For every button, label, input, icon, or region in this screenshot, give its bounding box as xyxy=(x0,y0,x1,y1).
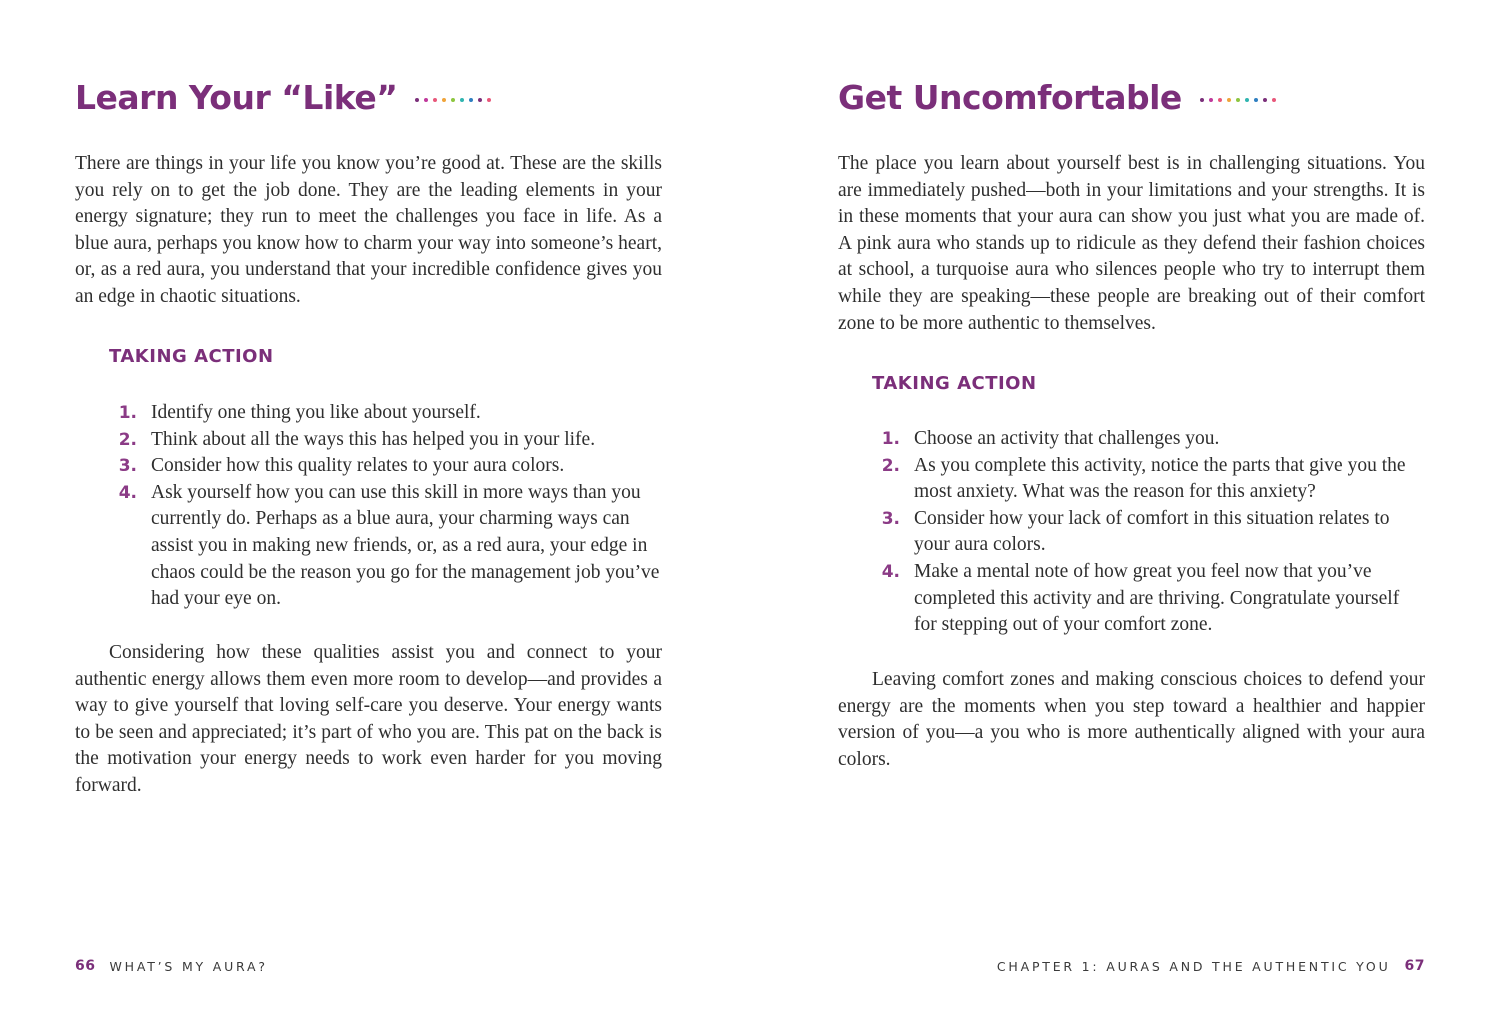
left-title-row xyxy=(75,78,491,117)
right-steps-list xyxy=(838,426,1425,639)
decorative-dot xyxy=(460,98,464,102)
step-text: Make a mental note of how great you feel now that you’ve completed this activity and are thriving. Congratulate yourself for stepping out of your comfort zone. xyxy=(914,560,1400,636)
right-intro-paragraph: The place you learn about yourself best is in challenging situations. You are immediately pushed—both in your limitations and your strengths. It is in these moments that your aura can show you just what you are made of. A pink aura who stands up to ridicule as they defend their fashion choices at school, a turquoise aura who silences people who try to interrupt them while they are speaking—these people are breaking out of their comfort zone to be more authentic to themselves. xyxy=(838,153,1425,334)
running-title: CHAPTER 1: AURAS AND THE AUTHENTIC YOU xyxy=(996,958,1391,974)
decorative-dot xyxy=(1272,98,1276,102)
step-number: 3. xyxy=(881,508,900,529)
step-number: 1. xyxy=(118,403,137,423)
step-number: 2. xyxy=(118,429,137,450)
left-closing-paragraph: Considering how these qualities assist you and connect to your authentic energy allows them even more room to develop—and provides a way to give yourself that loving self-care you deserve. Your energy wants to be seen and appreciated; it’s part of who you are. This pat on the back is the motivation your energy needs to work even harder for you moving forward. xyxy=(75,642,662,796)
list-item xyxy=(75,400,662,427)
decorative-dot xyxy=(442,98,446,102)
decorative-dot xyxy=(433,98,437,102)
right-page-title: Get Uncomfortable xyxy=(838,78,1182,117)
right-title-dots xyxy=(1200,98,1276,102)
list-item xyxy=(75,427,662,454)
decorative-dot xyxy=(424,98,428,102)
list-item xyxy=(838,559,1425,639)
page-number: 67 xyxy=(1404,958,1425,974)
decorative-dot xyxy=(1245,98,1249,102)
page-number: 66 xyxy=(75,958,96,974)
decorative-dot xyxy=(1227,98,1231,102)
decorative-dot xyxy=(1263,98,1267,102)
left-steps-list xyxy=(75,400,662,613)
step-text: Think about all the ways this has helped you in your life. xyxy=(151,428,596,450)
list-item xyxy=(838,506,1425,559)
step-text: Choose an activity that challenges you. xyxy=(914,428,1220,449)
step-text: Ask yourself how you can use this skill in more ways than you currently do. Perhaps as a blue aura, your charming ways can assist you in making new friends, or, as a red aura, your edge in chaos could be the reason you go for the management job you’ve had your eye on. xyxy=(151,481,660,610)
decorative-dot xyxy=(1218,98,1222,102)
right-footer xyxy=(997,958,1425,974)
list-item xyxy=(838,453,1425,506)
left-footer xyxy=(75,958,268,974)
step-number: 2. xyxy=(881,455,900,476)
decorative-dot xyxy=(469,98,473,102)
decorative-dot xyxy=(478,98,482,102)
left-intro-paragraph: There are things in your life you know you’re good at. These are the skills you rely on to get the job done. They are the leading elements in your energy signature; they run to meet the challenges you face in life. As a blue aura, perhaps you know how to charm your way into someone’s heart, or, as a red aura, you understand that your incredible confidence gives you an edge in chaotic situations. xyxy=(75,153,662,307)
right-closing-paragraph: Leaving comfort zones and making conscious choices to defend your energy are the moments when you step toward a healthier and happier version of you—a you who is more authentically aligned with your aura colors. xyxy=(838,669,1425,770)
step-text: Consider how your lack of comfort in this situation relates to your aura colors. xyxy=(914,507,1390,556)
step-text: As you complete this activity, notice the parts that give you the most anxiety. What was the reason for this anxiety? xyxy=(914,454,1406,503)
right-section-heading: TAKING ACTION xyxy=(872,373,1037,394)
step-number: 4. xyxy=(118,482,137,503)
left-section-heading: TAKING ACTION xyxy=(109,346,274,367)
decorative-dot xyxy=(415,98,419,102)
step-number: 3. xyxy=(118,456,137,477)
list-item xyxy=(75,453,662,480)
step-number: 1. xyxy=(881,429,900,449)
step-number: 4. xyxy=(881,561,900,582)
step-text: Consider how this quality relates to your aura colors. xyxy=(151,455,565,477)
running-title: WHAT’S MY AURA? xyxy=(109,958,268,974)
decorative-dot xyxy=(1236,98,1240,102)
decorative-dot xyxy=(487,98,491,102)
list-item xyxy=(75,480,662,613)
decorative-dot xyxy=(1200,98,1204,102)
decorative-dot xyxy=(1254,98,1258,102)
step-text: Identify one thing you like about yourself. xyxy=(151,402,481,423)
decorative-dot xyxy=(451,98,455,102)
left-title-dots xyxy=(415,98,491,102)
list-item xyxy=(838,426,1425,453)
left-page-title: Learn Your “Like” xyxy=(75,78,398,117)
right-title-row xyxy=(838,78,1276,117)
decorative-dot xyxy=(1209,98,1213,102)
